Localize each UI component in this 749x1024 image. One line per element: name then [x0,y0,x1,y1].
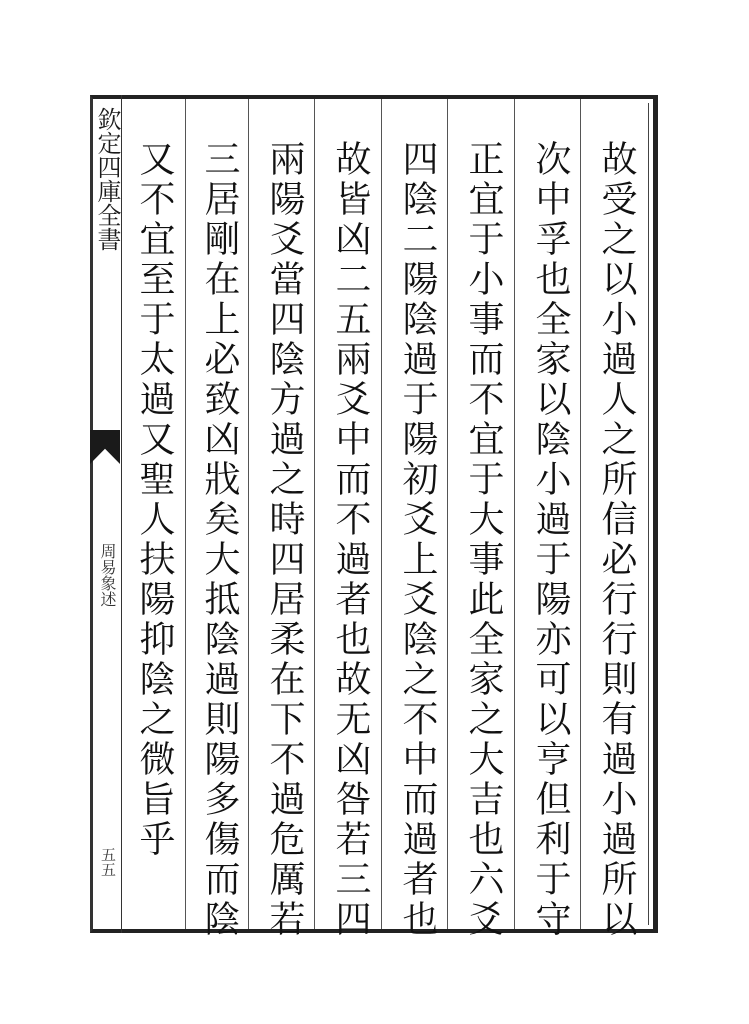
column-divider [580,99,581,929]
column-divider [514,99,515,929]
text-column-1: 故受之以小過人之所信必行行則有過小過所以 [596,140,637,940]
text-column-3: 正宜于小事而不宜于大事此全家之大吉也六爻 [463,140,504,940]
text-column-8: 又不宜至于太過又聖人扶陽抑陰之微旨乎 [134,140,175,860]
text-column-5: 故皆凶二五兩爻中而不過者也故无凶咎若三四 [330,140,371,940]
column-divider [314,99,315,929]
text-column-7: 三居剛在上必致凶戕矣大抵陰過則陽多傷而陰 [199,140,240,940]
collection-title: 欽定四庫全書 [93,107,121,251]
column-divider [185,99,186,929]
fishtail-mark-icon [90,430,120,464]
text-column-6: 兩陽爻當四陰方過之時四居柔在下不過危厲若 [264,140,305,940]
text-column-4: 四陰二陽陰過于陽初爻上爻陰之不中而過者也 [397,140,438,940]
column-divider [447,99,448,929]
margin-strip [90,95,122,933]
text-column-2: 次中孚也全家以陰小過于陽亦可以亨但利于守 [530,140,571,940]
column-divider [248,99,249,929]
page-number: 五五 [99,847,117,877]
book-title: 周易象述 [98,543,117,607]
column-divider [381,99,382,929]
